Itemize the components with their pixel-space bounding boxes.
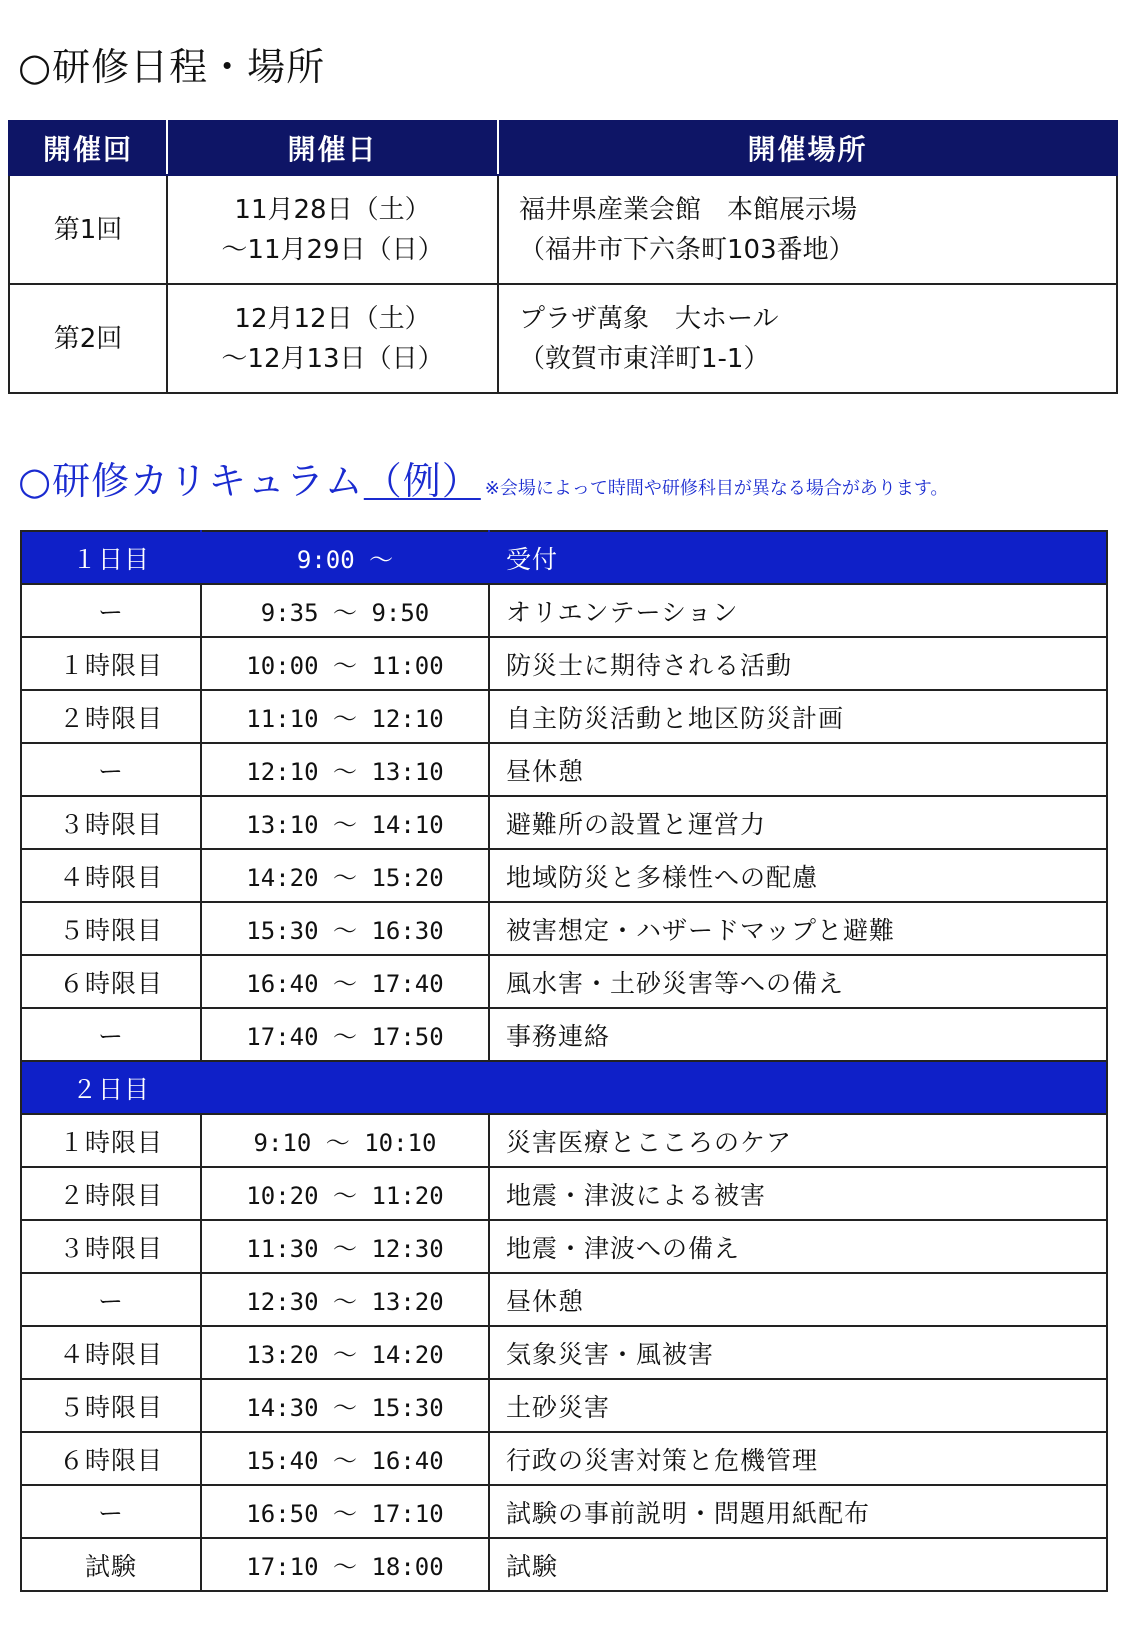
day1-start-time: 9:00 ～ [201, 531, 489, 584]
time-range: 16:50 ～ 17:10 [201, 1485, 489, 1538]
time-range: 9:35 ～ 9:50 [201, 584, 489, 637]
place-address: （敦賀市東洋町1-1） [519, 343, 770, 374]
time-range: 12:10 ～ 13:10 [201, 743, 489, 796]
time-range: 10:00 ～ 11:00 [201, 637, 489, 690]
venue-row [9, 284, 1117, 393]
session-dates [167, 175, 498, 284]
subject: 自主防災活動と地区防災計画 [489, 690, 1107, 743]
curriculum-note: ※会場によって時間や研修科目が異なる場合があります。 [484, 478, 949, 499]
period-label: ２時限目 [21, 690, 201, 743]
venue-table [8, 120, 1118, 394]
curriculum-row [21, 743, 1107, 796]
period-label: ３時限目 [21, 1220, 201, 1273]
curriculum-title: ○研修カリキュラム [18, 459, 364, 503]
subject: 気象災害・風被害 [489, 1326, 1107, 1379]
period-label: ４時限目 [21, 849, 201, 902]
curriculum-row [21, 1485, 1107, 1538]
day2-header-blank [201, 1061, 489, 1114]
period-label: ６時限目 [21, 1432, 201, 1485]
session-dates [167, 284, 498, 393]
time-range: 10:20 ～ 11:20 [201, 1167, 489, 1220]
schedule-section-title: ○研修日程・場所 [18, 45, 326, 89]
time-range: 12:30 ～ 13:20 [201, 1273, 489, 1326]
period-label: ー [21, 743, 201, 796]
period-label: 試験 [21, 1538, 201, 1591]
session-place [498, 284, 1117, 393]
subject: 地域防災と多様性への配慮 [489, 849, 1107, 902]
day2-label: ２日目 [21, 1061, 201, 1114]
venue-table-header [9, 121, 1117, 175]
end-date: ～12月13日（日） [221, 343, 444, 374]
session-label: 第1回 [9, 175, 167, 284]
time-range: 13:20 ～ 14:20 [201, 1326, 489, 1379]
period-label: ４時限目 [21, 1326, 201, 1379]
day2-header-blank [489, 1061, 1107, 1114]
curriculum-row [21, 796, 1107, 849]
venue-row [9, 175, 1117, 284]
period-label: ５時限目 [21, 1379, 201, 1432]
session-place [498, 175, 1117, 284]
subject: 行政の災害対策と危機管理 [489, 1432, 1107, 1485]
time-range: 11:30 ～ 12:30 [201, 1220, 489, 1273]
curriculum-section-title [18, 456, 948, 514]
time-range: 17:40 ～ 17:50 [201, 1008, 489, 1061]
curriculum-row [21, 1273, 1107, 1326]
curriculum-example-label: （例） [363, 459, 481, 503]
time-range: 14:30 ～ 15:30 [201, 1379, 489, 1432]
time-range: 17:10 ～ 18:00 [201, 1538, 489, 1591]
period-label: ３時限目 [21, 796, 201, 849]
subject: 地震・津波による被害 [489, 1167, 1107, 1220]
period-label: ー [21, 584, 201, 637]
end-date: ～11月29日（日） [221, 234, 444, 265]
curriculum-row [21, 902, 1107, 955]
period-label: ２時限目 [21, 1167, 201, 1220]
period-label: ６時限目 [21, 955, 201, 1008]
subject: 避難所の設置と運営力 [489, 796, 1107, 849]
start-date: 11月28日（土） [234, 194, 431, 225]
curriculum-row [21, 849, 1107, 902]
time-range: 13:10 ～ 14:10 [201, 796, 489, 849]
curriculum-row [21, 1008, 1107, 1061]
subject: 防災士に期待される活動 [489, 637, 1107, 690]
header-date: 開催日 [167, 121, 498, 175]
curriculum-row [21, 1432, 1107, 1485]
place-name: プラザ萬象 大ホール [519, 303, 779, 334]
start-date: 12月12日（土） [234, 303, 431, 334]
curriculum-row [21, 690, 1107, 743]
time-range: 15:30 ～ 16:30 [201, 902, 489, 955]
curriculum-row [21, 1114, 1107, 1167]
time-range: 16:40 ～ 17:40 [201, 955, 489, 1008]
period-label: ー [21, 1008, 201, 1061]
curriculum-row [21, 1538, 1107, 1591]
session-label: 第2回 [9, 284, 167, 393]
curriculum-row [21, 1326, 1107, 1379]
day1-reception: 受付 [489, 531, 1107, 584]
day1-label: １日目 [21, 531, 201, 584]
subject: 事務連絡 [489, 1008, 1107, 1061]
curriculum-row [21, 584, 1107, 637]
period-label: ー [21, 1485, 201, 1538]
period-label: ー [21, 1273, 201, 1326]
day1-header-row [21, 531, 1107, 584]
curriculum-row [21, 1167, 1107, 1220]
subject: 試験 [489, 1538, 1107, 1591]
period-label: ５時限目 [21, 902, 201, 955]
subject: 土砂災害 [489, 1379, 1107, 1432]
time-range: 9:10 ～ 10:10 [201, 1114, 489, 1167]
header-session: 開催回 [9, 121, 167, 175]
day2-header-row [21, 1061, 1107, 1114]
place-address: （福井市下六条町103番地） [519, 234, 855, 265]
subject: 昼休憩 [489, 743, 1107, 796]
time-range: 15:40 ～ 16:40 [201, 1432, 489, 1485]
subject: 風水害・土砂災害等への備え [489, 955, 1107, 1008]
time-range: 14:20 ～ 15:20 [201, 849, 489, 902]
subject: 被害想定・ハザードマップと避難 [489, 902, 1107, 955]
subject: 試験の事前説明・問題用紙配布 [489, 1485, 1107, 1538]
time-range: 11:10 ～ 12:10 [201, 690, 489, 743]
subject: 地震・津波への備え [489, 1220, 1107, 1273]
curriculum-row [21, 1379, 1107, 1432]
header-place: 開催場所 [498, 121, 1117, 175]
place-name: 福井県産業会館 本館展示場 [519, 194, 858, 225]
curriculum-row [21, 955, 1107, 1008]
curriculum-row [21, 1220, 1107, 1273]
period-label: １時限目 [21, 637, 201, 690]
subject: オリエンテーション [489, 584, 1107, 637]
curriculum-table [20, 530, 1108, 1592]
subject: 昼休憩 [489, 1273, 1107, 1326]
period-label: １時限目 [21, 1114, 201, 1167]
curriculum-row [21, 637, 1107, 690]
subject: 災害医療とこころのケア [489, 1114, 1107, 1167]
